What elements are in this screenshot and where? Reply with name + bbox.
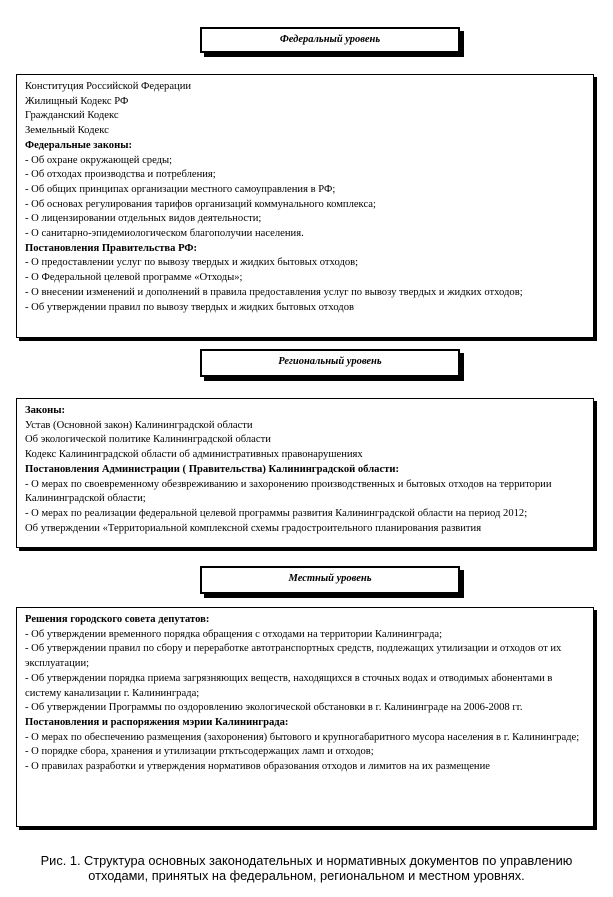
document-item: - О мерах по своевременному обезвреживанию и захоронению производственных и бытовых отходов на территории Калининградской области;: [25, 478, 552, 505]
document-item: - Об отходах производства и потребления;: [25, 169, 216, 181]
document-item: - О предоставлении услуг по вывозу твердых и жидких бытовых отходов;: [25, 257, 359, 269]
section-heading: Постановления Правительства РФ:: [25, 242, 198, 254]
document-item: - Об утверждении временного порядка обращения с отходами на территории Калининграда;: [25, 628, 443, 640]
document-item: Земельный Кодекс: [25, 125, 109, 137]
regional-level-header: [200, 349, 460, 377]
document-item: - О Федеральной целевой программе «Отходы»;: [25, 272, 243, 284]
document-item: - О порядке сбора, хранения и утилизации ртктьсодержащих ламп и отходов;: [25, 746, 374, 758]
document-item: Гражданский Кодекс: [25, 110, 119, 122]
document-item: - Об общих принципах организации местного самоуправления в РФ;: [25, 183, 336, 195]
document-item: - О лицензировании отдельных видов деятельности;: [25, 213, 262, 225]
document-item: - Об утверждении правил по сбору и переработке автотранспортных средств, подлежащих утилизации и отходов от их эксплуатации;: [25, 643, 562, 670]
figure-caption: [0, 853, 613, 883]
section-heading: Федеральные законы:: [25, 139, 132, 151]
document-item: - Об основах регулирования тарифов организаций коммунального комплекса;: [25, 198, 376, 210]
section-heading: Решения городского совета депутатов:: [25, 614, 210, 625]
local-level-header: [200, 566, 460, 594]
section-heading: Постановления и распоряжения мэрии Калининграда:: [25, 716, 289, 728]
document-item: Конституция Российской Федерации: [25, 81, 192, 92]
section-heading: Постановления Администрации ( Правительства) Калининградской области:: [25, 463, 399, 475]
document-item: Об экологической политике Калининградской области: [25, 434, 271, 446]
document-item: - О внесении изменений и дополнений в правила предоставления услуг по вывозу твердых и жидких отходов;: [25, 286, 523, 298]
federal-level-header: [200, 27, 460, 53]
document-item: - Об утверждении правил по вывозу твердых и жидких бытовых отходов: [25, 301, 355, 313]
document-item: - Об утверждении Программы по оздоровлению экологической обстановки в г. Калининграде на 2006-2008 гг.: [25, 702, 523, 714]
document-item: - О мерах по реализации федеральной целевой программы развития Калининградской области на период 2012;: [25, 507, 528, 519]
regional-documents-box: [16, 398, 594, 548]
local-level-title: Местный уровень: [288, 573, 372, 584]
caption-line-2: отходами, принятых на федеральном, региональном и местном уровнях.: [88, 868, 525, 883]
document-item: - О правилах разработки и утверждения нормативов образования отходов и лимитов на их размещение: [25, 761, 490, 773]
section-heading: Законы:: [25, 405, 66, 416]
document-item: Об утверждении «Территориальной комплексной схемы градостроительного планирования развития: [25, 522, 482, 534]
document-item: - О санитарно-эпидемиологическом благополучии населения.: [25, 228, 304, 240]
document-item: Устав (Основной закон) Калининградской области: [25, 419, 253, 431]
document-item: - О мерах по обеспечению размещения (захоронения) бытового и крупногабаритного мусора населения в г. Калининграде;: [25, 731, 580, 743]
federal-documents-box: [16, 74, 594, 338]
document-item: Жилищный Кодекс РФ: [25, 95, 129, 107]
document-item: Кодекс Калининградской области об административных правонарушениях: [25, 449, 363, 461]
caption-line-1: Рис. 1. Структура основных законодательных и нормативных документов по управлению: [40, 853, 573, 868]
document-item: - Об утверждении порядка приема загрязняющих веществ, находящихся в сточных водах и отводимых абонентами в систему канализации г. Калининграда;: [25, 672, 553, 699]
local-documents-box: [16, 607, 594, 827]
regional-level-title: Региональный уровень: [278, 356, 382, 367]
document-item: - Об охране окружающей среды;: [25, 154, 173, 166]
federal-level-title: Федеральный уровень: [279, 34, 381, 45]
